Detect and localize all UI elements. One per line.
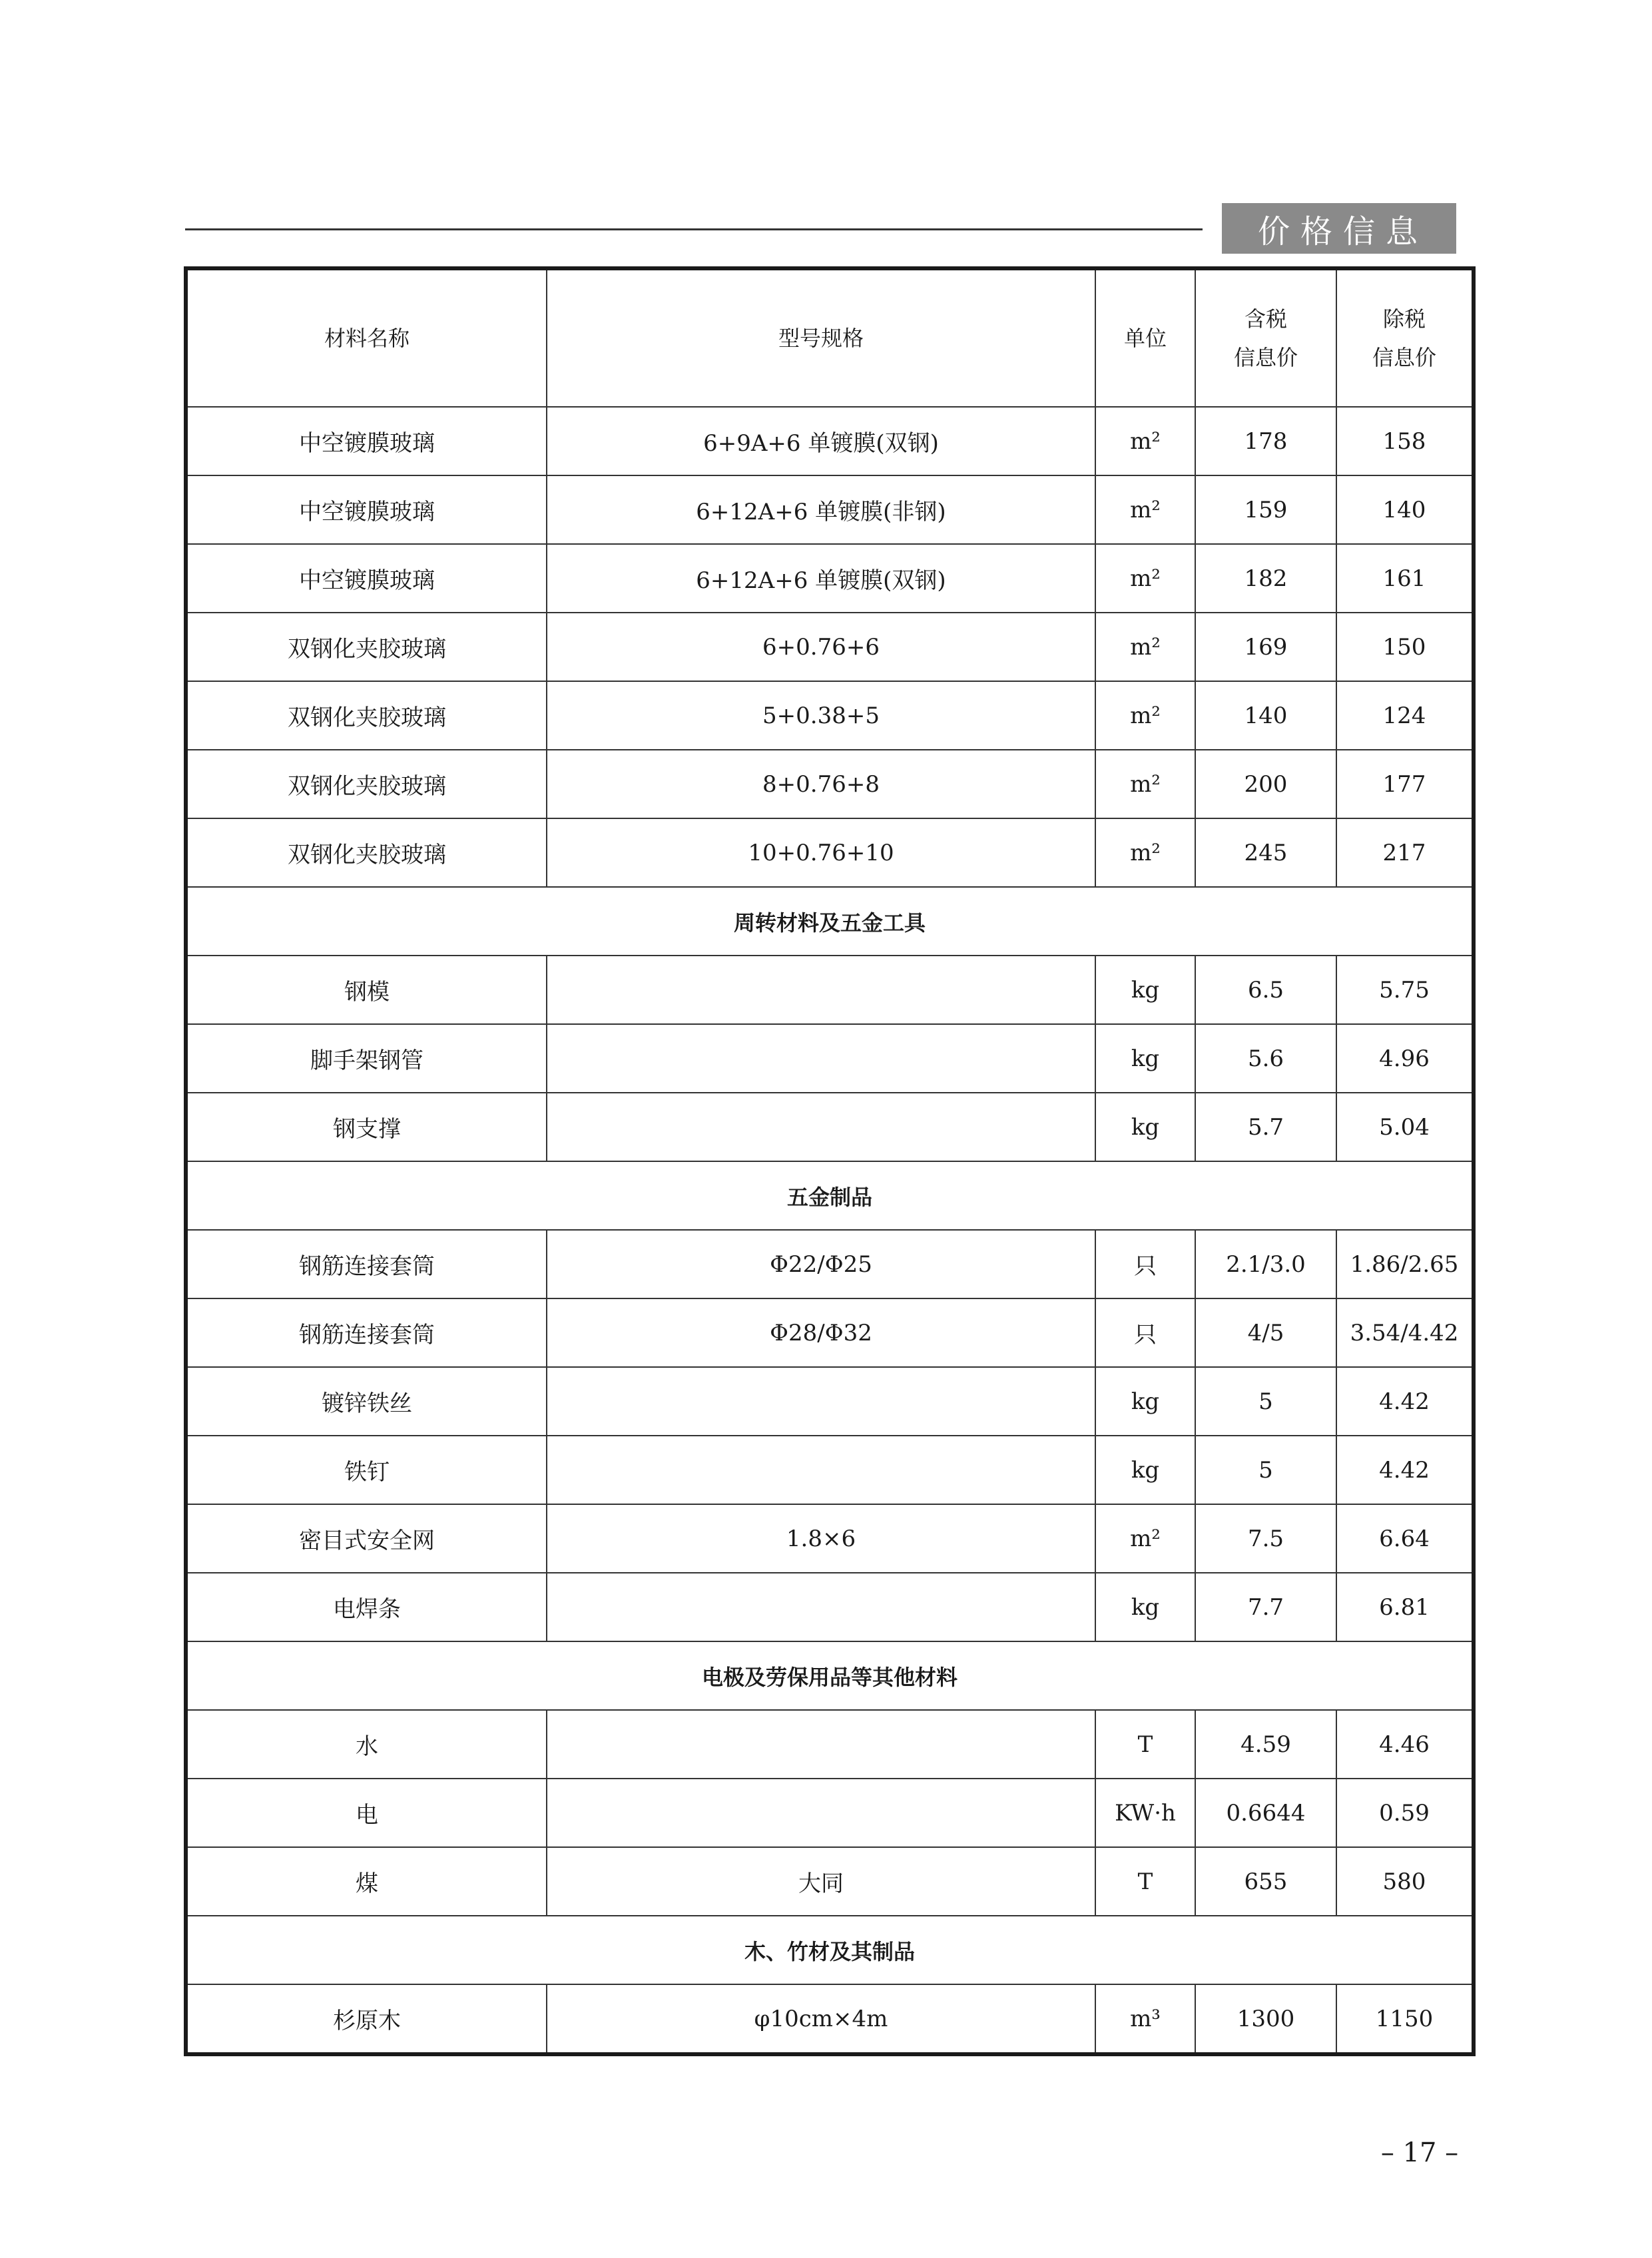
section-heading-row — [186, 1916, 1474, 1984]
table-row — [186, 956, 1474, 1024]
table-row — [186, 1024, 1474, 1093]
cell-excl-tax-price: 161 — [1336, 544, 1474, 613]
cell-spec — [547, 1367, 1095, 1436]
column-header-incl-tax-line1: 含税 — [1244, 306, 1287, 332]
cell-name: 钢筋连接套筒 — [186, 1298, 547, 1367]
cell-incl-tax-price: 182 — [1195, 544, 1336, 613]
cell-unit: m² — [1095, 681, 1195, 750]
section-heading-row — [186, 1641, 1474, 1710]
cell-spec — [547, 1093, 1095, 1161]
table-row — [186, 1367, 1474, 1436]
cell-spec — [547, 1779, 1095, 1847]
cell-name: 中空镀膜玻璃 — [186, 544, 547, 613]
section-heading: 电极及劳保用品等其他材料 — [186, 1641, 1474, 1710]
cell-incl-tax-price: 178 — [1195, 407, 1336, 475]
cell-name: 镀锌铁丝 — [186, 1367, 547, 1436]
table-header-row — [186, 268, 1474, 407]
cell-spec: 6+9A+6 单镀膜(双钢) — [547, 407, 1095, 475]
cell-spec: Φ28/Φ32 — [547, 1298, 1095, 1367]
cell-excl-tax-price: 1.86/2.65 — [1336, 1230, 1474, 1298]
cell-name: 铁钉 — [186, 1436, 547, 1504]
cell-unit: m³ — [1095, 1984, 1195, 2054]
cell-name: 中空镀膜玻璃 — [186, 407, 547, 475]
cell-incl-tax-price: 169 — [1195, 613, 1336, 681]
cell-name: 密目式安全网 — [186, 1504, 547, 1573]
cell-unit: T — [1095, 1847, 1195, 1916]
cell-unit: kg — [1095, 1093, 1195, 1161]
cell-name: 钢支撑 — [186, 1093, 547, 1161]
table-row — [186, 1710, 1474, 1779]
cell-incl-tax-price: 1300 — [1195, 1984, 1336, 2054]
cell-incl-tax-price: 4.59 — [1195, 1710, 1336, 1779]
cell-excl-tax-price: 4.42 — [1336, 1367, 1474, 1436]
cell-excl-tax-price: 4.42 — [1336, 1436, 1474, 1504]
column-header-unit: 单位 — [1095, 268, 1195, 407]
cell-excl-tax-price: 158 — [1336, 407, 1474, 475]
table-row — [186, 1436, 1474, 1504]
column-header-excl-tax-line2: 信息价 — [1372, 345, 1436, 370]
cell-excl-tax-price: 4.46 — [1336, 1710, 1474, 1779]
table-row — [186, 818, 1474, 887]
cell-excl-tax-price: 124 — [1336, 681, 1474, 750]
cell-spec: Φ22/Φ25 — [547, 1230, 1095, 1298]
cell-incl-tax-price: 5 — [1195, 1436, 1336, 1504]
table-row — [186, 1573, 1474, 1641]
section-heading-row — [186, 1161, 1474, 1230]
cell-incl-tax-price: 0.6644 — [1195, 1779, 1336, 1847]
cell-name: 杉原木 — [186, 1984, 547, 2054]
cell-unit: kg — [1095, 1436, 1195, 1504]
cell-incl-tax-price: 7.7 — [1195, 1573, 1336, 1641]
column-header-incl-tax-line2: 信息价 — [1233, 345, 1298, 370]
cell-incl-tax-price: 140 — [1195, 681, 1336, 750]
cell-excl-tax-price: 0.59 — [1336, 1779, 1474, 1847]
cell-unit: kg — [1095, 1024, 1195, 1093]
cell-name: 脚手架钢管 — [186, 1024, 547, 1093]
cell-excl-tax-price: 6.81 — [1336, 1573, 1474, 1641]
cell-incl-tax-price: 7.5 — [1195, 1504, 1336, 1573]
table-row — [186, 1847, 1474, 1916]
table-row — [186, 681, 1474, 750]
cell-spec — [547, 956, 1095, 1024]
cell-excl-tax-price: 6.64 — [1336, 1504, 1474, 1573]
cell-spec: 5+0.38+5 — [547, 681, 1095, 750]
cell-excl-tax-price: 217 — [1336, 818, 1474, 887]
cell-name: 电焊条 — [186, 1573, 547, 1641]
cell-name: 水 — [186, 1710, 547, 1779]
cell-incl-tax-price: 245 — [1195, 818, 1336, 887]
price-table — [184, 266, 1476, 2056]
section-heading: 五金制品 — [186, 1161, 1474, 1230]
cell-unit: 只 — [1095, 1230, 1195, 1298]
cell-spec: φ10cm×4m — [547, 1984, 1095, 2054]
column-header-name: 材料名称 — [186, 268, 547, 407]
cell-spec — [547, 1436, 1095, 1504]
cell-unit: 只 — [1095, 1298, 1195, 1367]
cell-excl-tax-price: 3.54/4.42 — [1336, 1298, 1474, 1367]
cell-unit: kg — [1095, 1367, 1195, 1436]
table-row — [186, 1298, 1474, 1367]
cell-excl-tax-price: 177 — [1336, 750, 1474, 818]
table-row — [186, 1230, 1474, 1298]
cell-incl-tax-price: 5.6 — [1195, 1024, 1336, 1093]
table-row — [186, 1779, 1474, 1847]
cell-excl-tax-price: 5.75 — [1336, 956, 1474, 1024]
cell-incl-tax-price: 2.1/3.0 — [1195, 1230, 1336, 1298]
column-header-spec: 型号规格 — [547, 268, 1095, 407]
cell-spec: 6+12A+6 单镀膜(非钢) — [547, 475, 1095, 544]
cell-unit: m² — [1095, 750, 1195, 818]
table-row — [186, 1504, 1474, 1573]
section-heading: 木、竹材及其制品 — [186, 1916, 1474, 1984]
cell-unit: T — [1095, 1710, 1195, 1779]
column-header-excl-tax-line1: 除税 — [1382, 306, 1426, 332]
cell-excl-tax-price: 580 — [1336, 1847, 1474, 1916]
cell-unit: kg — [1095, 1573, 1195, 1641]
cell-name: 煤 — [186, 1847, 547, 1916]
cell-unit: m² — [1095, 544, 1195, 613]
table-row — [186, 1093, 1474, 1161]
cell-name: 双钢化夹胶玻璃 — [186, 613, 547, 681]
cell-incl-tax-price: 159 — [1195, 475, 1336, 544]
cell-unit: m² — [1095, 818, 1195, 887]
section-heading: 周转材料及五金工具 — [186, 887, 1474, 956]
cell-spec: 6+0.76+6 — [547, 613, 1095, 681]
cell-excl-tax-price: 150 — [1336, 613, 1474, 681]
cell-unit: m² — [1095, 613, 1195, 681]
cell-name: 双钢化夹胶玻璃 — [186, 750, 547, 818]
cell-spec — [547, 1710, 1095, 1779]
price-table-body — [186, 268, 1474, 2054]
cell-spec — [547, 1573, 1095, 1641]
cell-unit: KW·h — [1095, 1779, 1195, 1847]
cell-spec: 大同 — [547, 1847, 1095, 1916]
page-number: – 17 – — [1380, 2137, 1459, 2168]
cell-spec: 8+0.76+8 — [547, 750, 1095, 818]
header-rule — [185, 228, 1203, 230]
cell-spec — [547, 1024, 1095, 1093]
cell-incl-tax-price: 6.5 — [1195, 956, 1336, 1024]
cell-name: 双钢化夹胶玻璃 — [186, 818, 547, 887]
cell-unit: m² — [1095, 407, 1195, 475]
cell-unit: kg — [1095, 956, 1195, 1024]
section-header-tag: 价格信息 — [1222, 203, 1456, 254]
cell-name: 双钢化夹胶玻璃 — [186, 681, 547, 750]
cell-incl-tax-price: 655 — [1195, 1847, 1336, 1916]
cell-name: 电 — [186, 1779, 547, 1847]
cell-unit: m² — [1095, 1504, 1195, 1573]
cell-name: 钢筋连接套筒 — [186, 1230, 547, 1298]
cell-incl-tax-price: 5 — [1195, 1367, 1336, 1436]
cell-name: 钢模 — [186, 956, 547, 1024]
cell-excl-tax-price: 5.04 — [1336, 1093, 1474, 1161]
table-row — [186, 750, 1474, 818]
column-header-incl-tax — [1195, 268, 1336, 407]
table-row — [186, 1984, 1474, 2054]
cell-excl-tax-price: 1150 — [1336, 1984, 1474, 2054]
cell-unit: m² — [1095, 475, 1195, 544]
cell-spec: 1.8×6 — [547, 1504, 1095, 1573]
cell-excl-tax-price: 140 — [1336, 475, 1474, 544]
cell-incl-tax-price: 5.7 — [1195, 1093, 1336, 1161]
cell-name: 中空镀膜玻璃 — [186, 475, 547, 544]
table-row — [186, 544, 1474, 613]
section-heading-row — [186, 887, 1474, 956]
cell-spec: 6+12A+6 单镀膜(双钢) — [547, 544, 1095, 613]
table-row — [186, 407, 1474, 475]
cell-incl-tax-price: 200 — [1195, 750, 1336, 818]
cell-incl-tax-price: 4/5 — [1195, 1298, 1336, 1367]
column-header-excl-tax — [1336, 268, 1474, 407]
table-row — [186, 613, 1474, 681]
cell-spec: 10+0.76+10 — [547, 818, 1095, 887]
table-row — [186, 475, 1474, 544]
cell-excl-tax-price: 4.96 — [1336, 1024, 1474, 1093]
